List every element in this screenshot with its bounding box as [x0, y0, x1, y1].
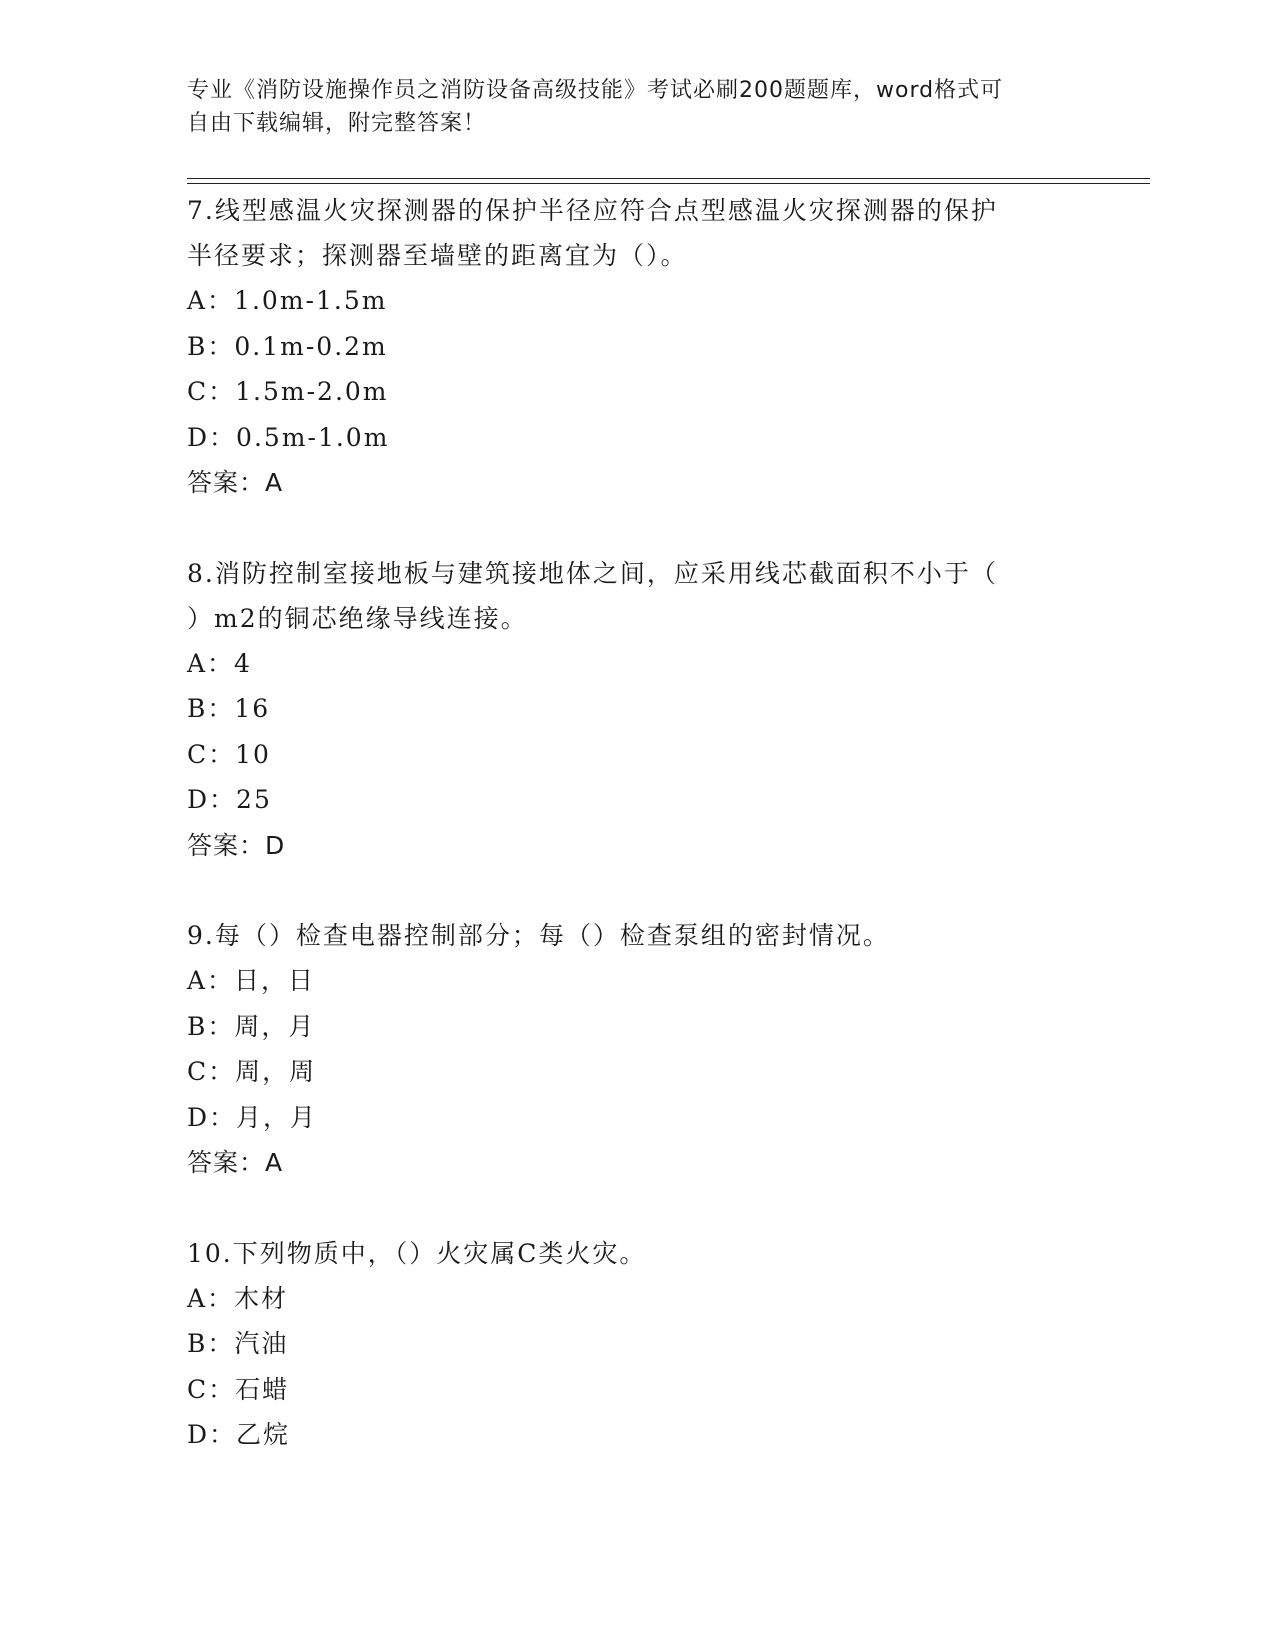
- option-b: B：0.1m-0.2m: [187, 331, 388, 361]
- header-divider-top: [187, 178, 1150, 179]
- option-d: D：0.5m-1.0m: [187, 422, 390, 452]
- header-line-1: 专业《消防设施操作员之消防设备高级技能》考试必刷200题题库，word格式可: [187, 78, 1004, 103]
- option-c: C：10: [187, 739, 271, 769]
- question-list: [187, 188, 1087, 1503]
- header-line-2: 自由下载编辑，附完整答案！: [187, 111, 487, 136]
- question-7: [187, 188, 1087, 506]
- question-10: [187, 1231, 1087, 1458]
- option-c: C：石蜡: [187, 1374, 290, 1404]
- question-stem: [187, 188, 1087, 278]
- option-d: D：乙烷: [187, 1420, 291, 1449]
- question-9: [187, 913, 1087, 1186]
- option-d: D：25: [187, 785, 272, 814]
- stem-line: 7.线型感温火灾探测器的保护半径应符合点型感温火灾探测器的保护: [187, 196, 998, 225]
- option-a: A：日，日: [187, 966, 316, 995]
- option-c: C：周，周: [187, 1057, 317, 1086]
- stem-line: ）m2的铜芯绝缘导线连接。: [187, 603, 528, 633]
- question-stem: [187, 551, 1087, 641]
- stem-line: 8.消防控制室接地板与建筑接地体之间，应采用线芯截面积不小于（: [187, 558, 998, 588]
- option-a: A：木材: [187, 1283, 289, 1313]
- option-b: B：16: [187, 694, 271, 723]
- option-d: D：月，月: [187, 1102, 318, 1132]
- header-divider-bottom: [187, 183, 1150, 184]
- stem-line: 9.每（）检查电器控制部分；每（）检查泵组的密封情况。: [187, 921, 890, 950]
- document-header: [187, 74, 1067, 140]
- question-stem: [187, 1231, 1087, 1276]
- stem-line: 半径要求；探测器至墙壁的距离宜为（）。: [187, 241, 688, 270]
- option-a: A：4: [187, 648, 252, 678]
- option-b: B：汽油: [187, 1329, 289, 1358]
- option-a: A：1.0m-1.5m: [187, 286, 388, 315]
- answer-line: 答案：A: [187, 468, 284, 497]
- question-stem: [187, 913, 1087, 958]
- answer-line: 答案：A: [187, 1148, 284, 1177]
- option-c: C：1.5m-2.0m: [187, 377, 389, 406]
- answer-line: 答案：D: [187, 830, 286, 860]
- option-b: B：周，月: [187, 1011, 316, 1041]
- stem-line: 10.下列物质中，（）火灾属C类火灾。: [187, 1238, 647, 1268]
- question-8: [187, 551, 1087, 869]
